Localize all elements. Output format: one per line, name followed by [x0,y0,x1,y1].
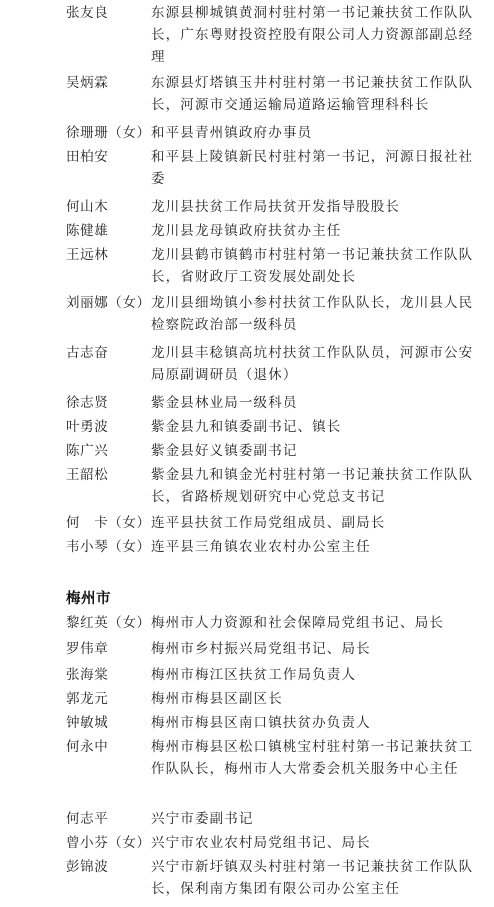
person-title: 紫金县好义镇委副书记 [151,443,298,459]
person-name: 何 卡（女） [66,515,151,531]
person-title: 梅州市乡村振兴局党组书记、局长 [151,641,371,657]
person-name: 王远林 [66,247,109,263]
section-heading: 梅州市 [66,591,111,607]
person-name: 王韶松 [66,467,109,483]
person-title: 兴宁市委副书记 [151,811,254,827]
person-title: 龙川县细坳镇小参村扶贫工作队队长，龙川县人民检察院政治部一级科员 [151,295,474,333]
person-title: 东源县柳城镇黄洞村驻村第一书记兼扶贫工作队队长，广东粤财投资控股有限公司人力资源部副总经理 [151,5,474,65]
person-title: 龙川县扶贫工作局扶贫开发指导股股长 [151,199,401,215]
person-name: 叶勇波 [66,419,109,435]
person-name: 钟敏城 [66,715,109,731]
person-title: 紫金县九和镇委副书记、镇长 [151,419,342,435]
person-name: 郭龙元 [66,691,109,707]
person-name: 陈广兴 [66,443,109,459]
person-name: 田柏安 [66,149,109,165]
person-title: 紫金县林业局一级科员 [151,395,298,411]
person-name: 古志奋 [66,345,109,361]
person-title: 东源县灯塔镇玉井村驻村第一书记兼扶贫工作队队长，河源市交通运输局道路运输管理科科长 [151,75,474,113]
person-name: 曾小芬（女） [66,835,151,851]
person-title: 龙川县龙母镇政府扶贫办主任 [151,223,342,239]
person-title: 连平县三角镇农业农村办公室主任 [151,539,371,555]
person-title: 兴宁市新圩镇双头村驻村第一书记兼扶贫工作队队长，保利南方集团有限公司办公室主任 [151,859,474,897]
person-name: 徐珊珊（女） [66,125,151,141]
person-name: 何山木 [66,199,109,215]
person-title: 梅州市人力资源和社会保障局党组书记、局长 [151,615,444,631]
person-title: 和平县上陵镇新民村驻村第一书记，河源日报社社委 [151,149,474,187]
person-title: 龙川县丰稔镇高坑村扶贫工作队队员，河源市公安局原副调研员（退休） [151,345,474,383]
person-name: 韦小琴（女） [66,539,151,555]
person-name: 罗伟章 [66,641,109,657]
person-name: 吴炳霖 [66,75,109,91]
person-name: 何志平 [66,811,109,827]
person-name: 刘丽娜（女） [66,295,151,311]
person-name: 陈健雄 [66,223,109,239]
person-name: 张海棠 [66,667,109,683]
person-name: 张友良 [66,5,109,21]
person-title: 梅州市梅县区南口镇扶贫办负责人 [151,715,371,731]
person-title: 梅州市梅县区松口镇桃宝村驻村第一书记兼扶贫工作队队长，梅州市人大常委会机关服务中心主任 [151,739,474,777]
person-name: 徐志贤 [66,395,109,411]
person-name: 彭锦波 [66,859,109,875]
person-name: 何永中 [66,739,109,755]
person-title: 梅州市梅江区扶贫工作局负责人 [151,667,357,683]
person-title: 梅州市梅县区副区长 [151,691,283,707]
person-title: 连平县扶贫工作局党组成员、副局长 [151,515,386,531]
person-title: 和平县青州镇政府办事员 [151,125,313,141]
person-name: 黎红英（女） [66,615,151,631]
person-title: 龙川县鹤市镇鹤市村驻村第一书记兼扶贫工作队队长，省财政厅工资发展处副处长 [151,247,474,285]
person-title: 紫金县九和镇金光村驻村第一书记兼扶贫工作队队长，省路桥规划研究中心党总支书记 [151,467,474,505]
person-title: 兴宁市农业农村局党组书记、局长 [151,835,371,851]
